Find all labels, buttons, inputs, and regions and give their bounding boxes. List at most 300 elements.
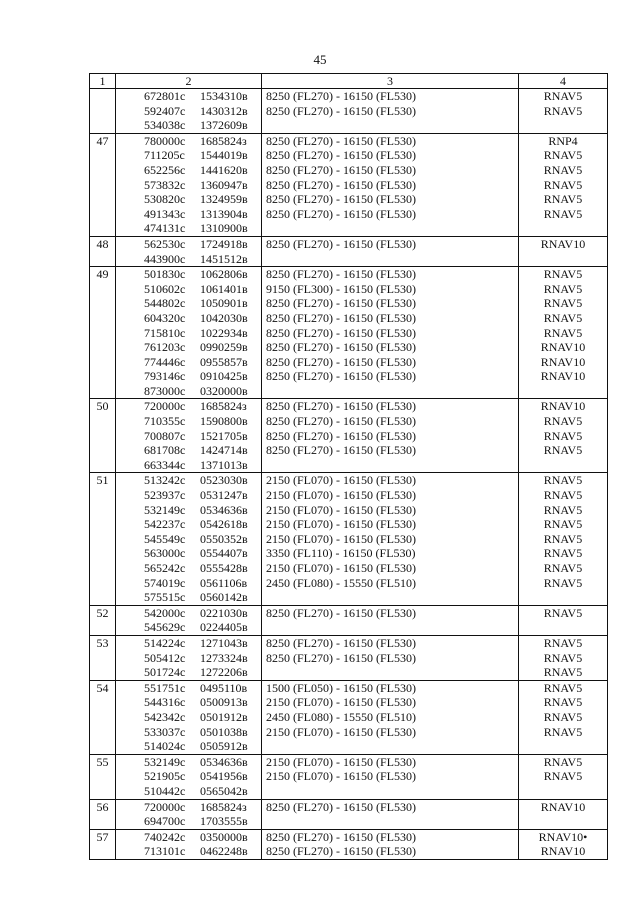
latitude: 563000с bbox=[144, 546, 186, 561]
navigation-spec: RNAV5 bbox=[543, 754, 583, 769]
column-header-3: 3 bbox=[262, 74, 519, 89]
navigation-spec: RNAV10 bbox=[540, 236, 586, 251]
navspec-cell bbox=[519, 605, 608, 635]
navigation-spec: RNAV10• bbox=[538, 829, 588, 844]
navigation-spec: RNAV5 bbox=[543, 546, 583, 561]
longitude: 0523030в bbox=[200, 473, 248, 488]
latitude: 513242с bbox=[144, 473, 186, 488]
altitude-range: 2150 (FL070) - 16150 (FL530) bbox=[266, 695, 416, 710]
coordinate-line bbox=[144, 606, 261, 621]
navspec-cell bbox=[519, 267, 608, 399]
coordinate-line bbox=[144, 89, 261, 104]
longitude: 0462248в bbox=[200, 844, 248, 859]
coordinates-cell bbox=[116, 680, 262, 754]
coordinate-line bbox=[144, 163, 261, 178]
navigation-spec: RNAV5 bbox=[543, 296, 583, 311]
latitude: 521905с bbox=[144, 769, 186, 784]
navigation-spec: RNAV5 bbox=[543, 561, 583, 575]
altitude-range: 8250 (FL270) - 16150 (FL530) bbox=[266, 133, 416, 148]
longitude: 1061401в bbox=[200, 281, 248, 296]
latitude: 681708с bbox=[144, 443, 186, 458]
longitude: 1441620в bbox=[200, 162, 248, 177]
coordinate-line bbox=[144, 296, 261, 311]
table-row bbox=[90, 89, 608, 134]
latitude: 542342с bbox=[144, 709, 186, 724]
route-number: 56 bbox=[90, 799, 116, 829]
latitude: 544316с bbox=[144, 695, 186, 710]
latitude: 720000с bbox=[144, 799, 186, 814]
table-row bbox=[90, 473, 608, 605]
longitude: 0534636в bbox=[200, 502, 248, 517]
coordinate-line bbox=[144, 503, 261, 518]
navspec-cell bbox=[519, 89, 608, 134]
latitude: 604320с bbox=[144, 310, 186, 325]
latitude: 551751с bbox=[144, 680, 186, 695]
longitude: 1372609в bbox=[200, 118, 248, 133]
coordinates-cell bbox=[116, 605, 262, 635]
route-number: 53 bbox=[90, 635, 116, 680]
altitude-cell bbox=[262, 829, 519, 859]
latitude: 740242с bbox=[144, 829, 186, 844]
altitude-range: 8250 (FL270) - 16150 (FL530) bbox=[266, 325, 416, 340]
navspec-cell bbox=[519, 829, 608, 859]
altitude-cell bbox=[262, 605, 519, 635]
route-number: 48 bbox=[90, 236, 116, 266]
latitude: 700807с bbox=[144, 428, 186, 443]
latitude: 545629с bbox=[144, 620, 186, 635]
altitude-cell bbox=[262, 473, 519, 605]
navigation-spec: RNAV5 bbox=[543, 414, 583, 429]
longitude: 0565042в bbox=[200, 783, 248, 798]
navigation-spec: RNAV5 bbox=[543, 575, 583, 590]
coordinate-line bbox=[144, 546, 261, 561]
longitude: 1062806в bbox=[200, 267, 248, 282]
altitude-range: 8250 (FL270) - 16150 (FL530) bbox=[266, 206, 416, 221]
longitude: 1430312в bbox=[200, 103, 248, 118]
navspec-cell bbox=[519, 635, 608, 680]
longitude: 0320000в bbox=[200, 383, 248, 398]
coordinates-cell bbox=[116, 799, 262, 829]
navigation-spec: RNAV5 bbox=[543, 769, 583, 784]
table-body bbox=[90, 89, 608, 860]
latitude: 533037с bbox=[144, 724, 186, 739]
longitude: 0531247в bbox=[200, 488, 248, 503]
longitude: 1685824з bbox=[200, 399, 247, 414]
longitude: 1313904в bbox=[200, 206, 248, 221]
navigation-spec: RNAV5 bbox=[543, 148, 583, 163]
altitude-cell bbox=[262, 680, 519, 754]
table-row bbox=[90, 236, 608, 266]
header-row bbox=[90, 74, 608, 89]
altitude-range: 8250 (FL270) - 16150 (FL530) bbox=[266, 799, 416, 814]
table-row bbox=[90, 399, 608, 473]
coordinate-line bbox=[144, 844, 261, 859]
longitude: 1273324в bbox=[200, 650, 248, 665]
navigation-spec: RNAV10 bbox=[540, 354, 586, 369]
latitude: 505412с bbox=[144, 650, 186, 665]
navspec-cell bbox=[519, 473, 608, 605]
coordinate-line bbox=[144, 221, 261, 236]
navigation-spec: RNAV5 bbox=[543, 605, 583, 620]
route-number: 47 bbox=[90, 133, 116, 236]
latitude: 491343с bbox=[144, 206, 186, 221]
altitude-cell bbox=[262, 754, 519, 799]
coordinate-line bbox=[144, 814, 261, 829]
navspec-cell bbox=[519, 133, 608, 236]
altitude-range: 8250 (FL270) - 16150 (FL530) bbox=[266, 605, 416, 620]
coordinate-line bbox=[144, 237, 261, 252]
coordinate-line bbox=[144, 561, 261, 576]
altitude-range: 9150 (FL300) - 16150 (FL530) bbox=[266, 281, 416, 296]
altitude-range: 1500 (FL050) - 16150 (FL530) bbox=[266, 680, 416, 695]
altitude-range: 2150 (FL070) - 16150 (FL530) bbox=[266, 769, 416, 784]
navigation-spec: RNAV5 bbox=[543, 192, 583, 207]
coordinate-line bbox=[144, 590, 261, 605]
longitude: 1424714в bbox=[200, 443, 248, 458]
altitude-range: 8250 (FL270) - 16150 (FL530) bbox=[266, 354, 416, 369]
route-number: 55 bbox=[90, 754, 116, 799]
navigation-spec: RNAV10 bbox=[540, 340, 586, 355]
navigation-spec: RNAV10 bbox=[540, 399, 586, 414]
longitude: 0350000в bbox=[200, 829, 248, 844]
longitude: 0955857в bbox=[200, 354, 248, 369]
longitude: 1685824з bbox=[200, 133, 247, 148]
longitude: 1451512в bbox=[200, 251, 248, 266]
altitude-range: 8250 (FL270) - 16150 (FL530) bbox=[266, 369, 416, 384]
column-header-4: 4 bbox=[519, 74, 608, 89]
longitude: 1703555в bbox=[200, 814, 248, 829]
navspec-cell bbox=[519, 399, 608, 473]
latitude: 711205с bbox=[144, 148, 185, 163]
navspec-cell bbox=[519, 754, 608, 799]
coordinate-line bbox=[144, 207, 261, 222]
altitude-range: 8250 (FL270) - 16150 (FL530) bbox=[266, 414, 416, 429]
coordinate-line bbox=[144, 830, 261, 845]
coordinate-line bbox=[144, 134, 261, 149]
navigation-spec: RNAV5 bbox=[543, 650, 583, 665]
navigation-spec: RNAV5 bbox=[543, 89, 583, 103]
coordinate-line bbox=[144, 282, 261, 297]
latitude: 575515с bbox=[144, 590, 186, 605]
altitude-range: 8250 (FL270) - 16150 (FL530) bbox=[266, 103, 416, 118]
latitude: 713101с bbox=[144, 844, 186, 859]
longitude: 0224405в bbox=[200, 620, 248, 635]
altitude-range: 2150 (FL070) - 16150 (FL530) bbox=[266, 473, 416, 488]
table-row bbox=[90, 754, 608, 799]
navigation-spec: RNAV5 bbox=[543, 428, 583, 443]
latitude: 514224с bbox=[144, 635, 186, 650]
coordinates-cell bbox=[116, 267, 262, 399]
coordinate-line bbox=[144, 429, 261, 444]
table-row bbox=[90, 635, 608, 680]
latitude: 780000с bbox=[144, 133, 186, 148]
longitude: 1271043в bbox=[200, 635, 248, 650]
table-row bbox=[90, 133, 608, 236]
navigation-spec: RNAV5 bbox=[543, 517, 583, 532]
longitude: 0554407в bbox=[200, 546, 248, 561]
latitude: 565242с bbox=[144, 561, 186, 575]
longitude: 0500913в bbox=[200, 695, 248, 710]
route-number: 54 bbox=[90, 680, 116, 754]
navigation-spec: RNAV5 bbox=[543, 695, 583, 710]
altitude-range: 3350 (FL110) - 16150 (FL530) bbox=[266, 546, 416, 561]
navigation-spec: RNAV10 bbox=[540, 369, 586, 384]
longitude: 0542618в bbox=[200, 517, 248, 532]
table-row bbox=[90, 680, 608, 754]
coordinate-line bbox=[144, 473, 261, 488]
altitude-range: 8250 (FL270) - 16150 (FL530) bbox=[266, 89, 416, 103]
latitude: 672801с bbox=[144, 89, 186, 103]
latitude: 510442с bbox=[144, 783, 186, 798]
altitude-range: 2450 (FL080) - 15550 (FL510) bbox=[266, 575, 416, 590]
latitude: 545549с bbox=[144, 531, 186, 546]
latitude: 542000с bbox=[144, 605, 186, 620]
coordinate-line bbox=[144, 192, 261, 207]
longitude: 1724918в bbox=[200, 236, 248, 251]
coordinate-line bbox=[144, 800, 261, 815]
longitude: 1521705в bbox=[200, 428, 248, 443]
coordinates-cell bbox=[116, 236, 262, 266]
longitude: 1022934в bbox=[200, 325, 248, 340]
longitude: 1310900в bbox=[200, 221, 248, 236]
coordinate-line bbox=[144, 532, 261, 547]
navigation-spec: RNAV5 bbox=[543, 473, 583, 488]
latitude: 715810с bbox=[144, 325, 186, 340]
altitude-range: 8250 (FL270) - 16150 (FL530) bbox=[266, 236, 416, 251]
navspec-cell bbox=[519, 236, 608, 266]
coordinate-line bbox=[144, 458, 261, 473]
navigation-spec: RNAV5 bbox=[543, 488, 583, 503]
altitude-range: 8250 (FL270) - 16150 (FL530) bbox=[266, 340, 416, 355]
coordinate-line bbox=[144, 739, 261, 754]
coordinate-line bbox=[144, 311, 261, 326]
latitude: 532149с bbox=[144, 754, 186, 769]
altitude-range: 8250 (FL270) - 16150 (FL530) bbox=[266, 428, 416, 443]
page-number: 45 bbox=[313, 52, 327, 67]
latitude: 501830с bbox=[144, 267, 186, 282]
coordinate-line bbox=[144, 326, 261, 341]
longitude: 1360947в bbox=[200, 177, 248, 192]
latitude: 562530с bbox=[144, 236, 186, 251]
altitude-range: 2150 (FL070) - 16150 (FL530) bbox=[266, 517, 416, 532]
navspec-cell bbox=[519, 799, 608, 829]
altitude-range: 8250 (FL270) - 16150 (FL530) bbox=[266, 443, 416, 458]
navigation-spec: RNAV5 bbox=[543, 267, 583, 282]
latitude: 873000с bbox=[144, 383, 186, 398]
coordinate-line bbox=[144, 651, 261, 666]
altitude-range: 2150 (FL070) - 16150 (FL530) bbox=[266, 488, 416, 503]
coordinate-line bbox=[144, 252, 261, 267]
table-header bbox=[90, 74, 608, 89]
routes-table bbox=[89, 73, 608, 860]
longitude: 1590800в bbox=[200, 414, 248, 429]
longitude: 0550352в bbox=[200, 531, 248, 546]
latitude: 474131с bbox=[144, 221, 186, 236]
coordinate-line bbox=[144, 443, 261, 458]
coordinate-line bbox=[144, 369, 261, 384]
latitude: 774446с bbox=[144, 354, 186, 369]
latitude: 710355с bbox=[144, 414, 186, 429]
coordinate-line bbox=[144, 517, 261, 532]
coordinate-line bbox=[144, 620, 261, 635]
latitude: 694700с bbox=[144, 814, 186, 829]
latitude: 663344с bbox=[144, 457, 186, 472]
coordinates-cell bbox=[116, 89, 262, 134]
longitude: 0555428в bbox=[200, 561, 248, 575]
navigation-spec: RNAV5 bbox=[543, 162, 583, 177]
altitude-cell bbox=[262, 799, 519, 829]
altitude-cell bbox=[262, 236, 519, 266]
navigation-spec: RNAV5 bbox=[543, 443, 583, 458]
navigation-spec: RNAV5 bbox=[543, 103, 583, 118]
longitude: 0221030в bbox=[200, 605, 248, 620]
latitude: 514024с bbox=[144, 739, 186, 754]
altitude-range: 8250 (FL270) - 16150 (FL530) bbox=[266, 635, 416, 650]
coordinate-line bbox=[144, 399, 261, 414]
altitude-cell bbox=[262, 89, 519, 134]
altitude-range: 8250 (FL270) - 16150 (FL530) bbox=[266, 650, 416, 665]
coordinate-line bbox=[144, 725, 261, 740]
latitude: 532149с bbox=[144, 502, 186, 517]
altitude-range: 8250 (FL270) - 16150 (FL530) bbox=[266, 310, 416, 325]
coordinate-line bbox=[144, 104, 261, 119]
latitude: 534038с bbox=[144, 118, 186, 133]
longitude: 0495110в bbox=[200, 680, 248, 695]
altitude-cell bbox=[262, 133, 519, 236]
table-row bbox=[90, 829, 608, 859]
coordinate-line bbox=[144, 414, 261, 429]
coordinate-line bbox=[144, 355, 261, 370]
coordinates-cell bbox=[116, 133, 262, 236]
coordinate-line bbox=[144, 576, 261, 591]
longitude: 0561106в bbox=[200, 575, 248, 590]
altitude-range: 8250 (FL270) - 16150 (FL530) bbox=[266, 296, 416, 311]
coordinates-cell bbox=[116, 829, 262, 859]
navigation-spec: RNAV5 bbox=[543, 531, 583, 546]
longitude: 0541956в bbox=[200, 769, 248, 784]
latitude: 542237с bbox=[144, 517, 186, 532]
longitude: 1544019в bbox=[200, 148, 248, 163]
altitude-range: 2150 (FL070) - 16150 (FL530) bbox=[266, 754, 416, 769]
longitude: 1371013в bbox=[200, 457, 248, 472]
altitude-range: 2150 (FL070) - 16150 (FL530) bbox=[266, 531, 416, 546]
latitude: 793146с bbox=[144, 369, 186, 384]
longitude: 0560142в bbox=[200, 590, 248, 605]
latitude: 544802с bbox=[144, 296, 186, 311]
coordinate-line bbox=[144, 665, 261, 680]
latitude: 573832с bbox=[144, 177, 186, 192]
route-number: 52 bbox=[90, 605, 116, 635]
latitude: 523937с bbox=[144, 488, 186, 503]
longitude: 1272206в bbox=[200, 665, 248, 680]
latitude: 530820с bbox=[144, 192, 186, 207]
longitude: 0505912в bbox=[200, 739, 248, 754]
coordinate-line bbox=[144, 695, 261, 710]
latitude: 443900с bbox=[144, 251, 186, 266]
longitude: 1050901в bbox=[200, 296, 248, 311]
route-number: 50 bbox=[90, 399, 116, 473]
latitude: 510602с bbox=[144, 281, 186, 296]
latitude: 501724с bbox=[144, 665, 186, 680]
route-number: 49 bbox=[90, 267, 116, 399]
table-row bbox=[90, 605, 608, 635]
longitude: 1685824з bbox=[200, 799, 247, 814]
coordinate-line bbox=[144, 384, 261, 399]
coordinates-cell bbox=[116, 635, 262, 680]
coordinate-line bbox=[144, 267, 261, 282]
longitude: 1534310в bbox=[200, 89, 248, 103]
coordinate-line bbox=[144, 148, 261, 163]
column-header-2: 2 bbox=[116, 74, 262, 89]
coordinate-line bbox=[144, 636, 261, 651]
altitude-range: 8250 (FL270) - 16150 (FL530) bbox=[266, 192, 416, 207]
route-number: 57 bbox=[90, 829, 116, 859]
longitude: 1324959в bbox=[200, 192, 248, 207]
longitude: 0910425в bbox=[200, 369, 248, 384]
column-header-1: 1 bbox=[90, 74, 116, 89]
longitude: 1042030в bbox=[200, 310, 248, 325]
coordinate-line bbox=[144, 681, 261, 696]
altitude-range: 2150 (FL070) - 16150 (FL530) bbox=[266, 724, 416, 739]
altitude-range: 2150 (FL070) - 16150 (FL530) bbox=[266, 561, 416, 575]
altitude-range: 8250 (FL270) - 16150 (FL530) bbox=[266, 177, 416, 192]
navigation-spec: RNAV5 bbox=[543, 325, 583, 340]
coordinate-line bbox=[144, 488, 261, 503]
coordinates-cell bbox=[116, 399, 262, 473]
navigation-spec: RNAV5 bbox=[543, 709, 583, 724]
latitude: 592407с bbox=[144, 103, 186, 118]
coordinate-line bbox=[144, 769, 261, 784]
coordinates-cell bbox=[116, 473, 262, 605]
altitude-range: 2150 (FL070) - 16150 (FL530) bbox=[266, 502, 416, 517]
navigation-spec: RNP4 bbox=[548, 133, 578, 148]
coordinate-line bbox=[144, 755, 261, 770]
altitude-range: 8250 (FL270) - 16150 (FL530) bbox=[266, 162, 416, 177]
coordinates-cell bbox=[116, 754, 262, 799]
coordinate-line bbox=[144, 710, 261, 725]
longitude: 0501038в bbox=[200, 724, 248, 739]
longitude: 0990259в bbox=[200, 340, 248, 355]
coordinate-line bbox=[144, 178, 261, 193]
navigation-spec: RNAV5 bbox=[543, 206, 583, 221]
altitude-range: 8250 (FL270) - 16150 (FL530) bbox=[266, 148, 416, 163]
altitude-cell bbox=[262, 267, 519, 399]
coordinate-line bbox=[144, 340, 261, 355]
navigation-spec: RNAV5 bbox=[543, 502, 583, 517]
altitude-range: 2450 (FL080) - 15550 (FL510) bbox=[266, 709, 416, 724]
altitude-range: 8250 (FL270) - 16150 (FL530) bbox=[266, 844, 416, 859]
latitude: 761203с bbox=[144, 340, 186, 355]
navigation-spec: RNAV10 bbox=[540, 844, 586, 859]
altitude-range: 8250 (FL270) - 16150 (FL530) bbox=[266, 267, 416, 282]
table-row bbox=[90, 799, 608, 829]
latitude: 574019с bbox=[144, 575, 186, 590]
navigation-spec: RNAV5 bbox=[543, 724, 583, 739]
navigation-spec: RNAV5 bbox=[543, 665, 583, 680]
navspec-cell bbox=[519, 680, 608, 754]
route-number: 51 bbox=[90, 473, 116, 605]
navigation-spec: RNAV5 bbox=[543, 310, 583, 325]
latitude: 720000с bbox=[144, 399, 186, 414]
coordinate-line bbox=[144, 784, 261, 799]
altitude-cell bbox=[262, 635, 519, 680]
altitude-range: 8250 (FL270) - 16150 (FL530) bbox=[266, 829, 416, 844]
longitude: 0534636в bbox=[200, 754, 248, 769]
altitude-cell bbox=[262, 399, 519, 473]
altitude-range: 8250 (FL270) - 16150 (FL530) bbox=[266, 399, 416, 414]
navigation-spec: RNAV5 bbox=[543, 680, 583, 695]
longitude: 0501912в bbox=[200, 709, 248, 724]
